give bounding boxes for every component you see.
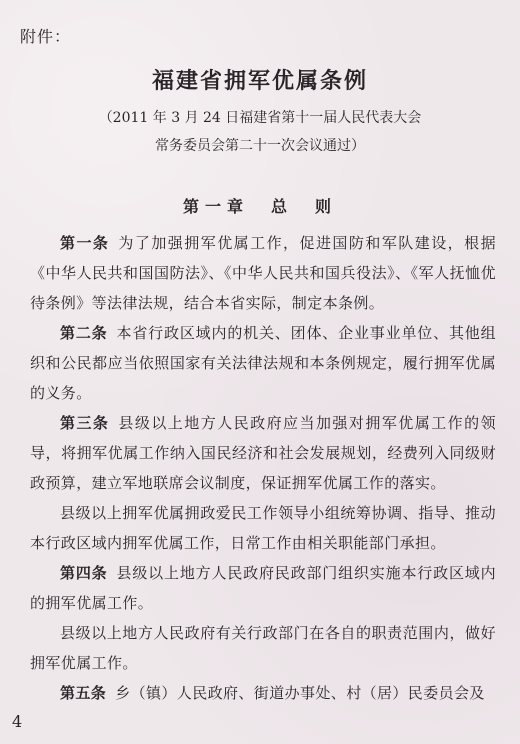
article-text: 县级以上地方人民政府应当加强对拥军优属工作的领导，将拥军优属工作纳入国民经济和社会发展规划，经费列入同级财政预算，建立军地联席会议制度，保证拥军优属工作的落实。 [30,414,497,492]
article-heading: 第五条 [60,684,107,702]
article-paragraph-2 [30,318,496,408]
page-number: 4 [12,712,23,731]
chapter-title: 第一章 总 则 [182,197,337,216]
article-heading: 第三条 [60,414,110,432]
document-title: 福建省拥军优属条例 [151,68,368,94]
attachment-label: 附件： [20,27,72,46]
article-text: 为了加强拥军优属工作，促进国防和军队建设，根据《中华人民共和国国防法》、《中华人民共和国兵役法》、《军人抚恤优待条例》等法律法规，结合本省实际，制定本条例。 [30,234,497,312]
article-heading: 第四条 [60,564,108,582]
adoption-note-line-1: （2011 年 3 月 24 日福建省第十一届人民代表大会 [98,110,422,126]
article-paragraph-4 [30,498,496,558]
article-paragraph-5 [30,558,496,618]
article-paragraph-6 [30,618,496,678]
article-heading: 第二条 [60,324,108,342]
document-body [30,228,496,708]
article-paragraph-7 [30,678,496,708]
article-heading: 第一条 [60,234,110,252]
article-text: 县级以上地方人民政府民政部门组织实施本行政区域内的拥军优属工作。 [30,564,496,612]
article-text: 乡（镇）人民政府、街道办事处、村（居）民委员会及 [115,684,485,702]
article-text: 本省行政区域内的机关、团体、企业事业单位、其他组织和公民都应当依照国家有关法律法规和本条例规定，履行拥军优属的义务。 [30,324,496,402]
article-paragraph-3 [30,408,496,498]
adoption-note-line-2: 常务委员会第二十一次会议通过） [155,138,365,154]
article-paragraph-1 [30,228,496,318]
adoption-note [0,104,520,160]
article-text: 县级以上拥军优属拥政爱民工作领导小组统筹协调、指导、推动本行政区域内拥军优属工作，日常工作由相关职能部门承担。 [30,504,496,552]
article-text: 县级以上地方人民政府有关行政部门在各自的职责范围内，做好拥军优属工作。 [30,624,496,672]
